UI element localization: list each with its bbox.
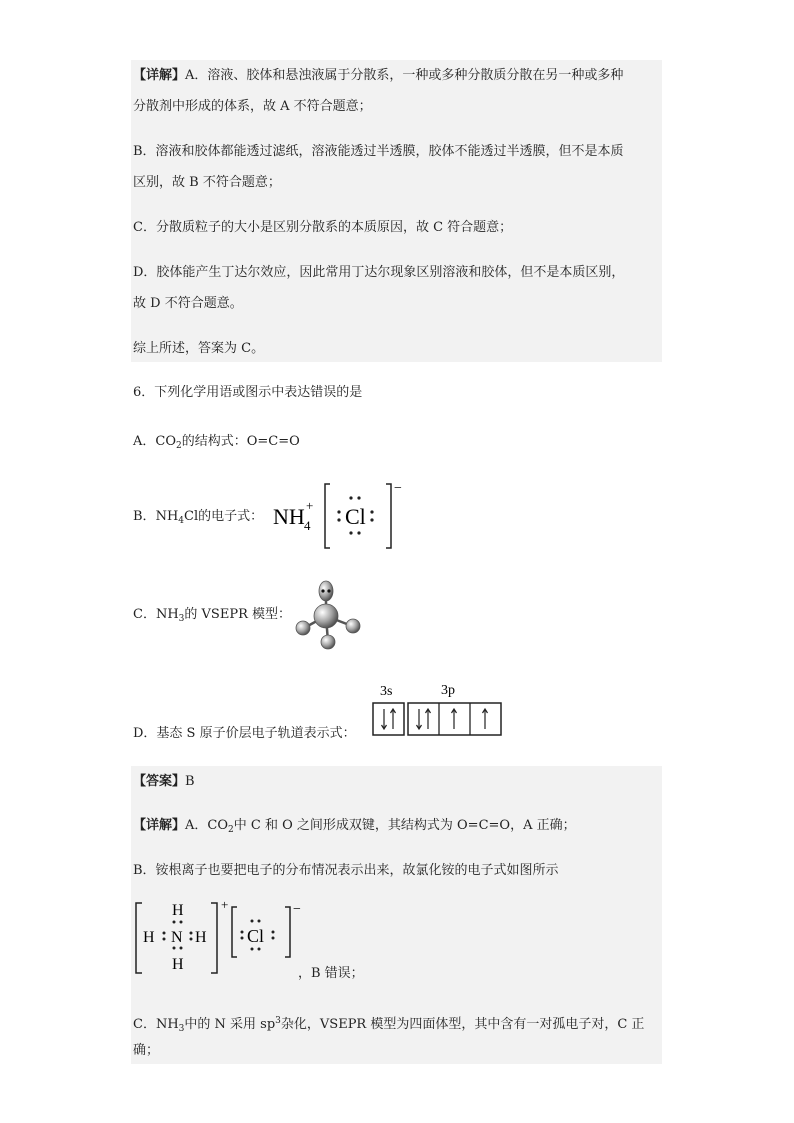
h-top: H — [172, 902, 184, 919]
h-left: H — [143, 929, 155, 946]
detail2-c-line — [133, 1013, 644, 1037]
option-c-formula-sub: 3 — [178, 614, 185, 624]
nh4-symbol: NH — [273, 504, 305, 529]
detail2-b-tail: ，B 错误； — [298, 966, 364, 981]
detail1-summary: 综上所述，答案为 C。 — [133, 341, 265, 356]
detail2-c-sup: 3 — [275, 1016, 281, 1026]
nh3-vsepr-model-image — [290, 580, 366, 650]
detail2-b-line: B．铵根离子也要把电子的分布情况表示出来，故氯化铵的电子式如图所示 — [133, 863, 559, 878]
cl-ion: Cl — [247, 926, 265, 946]
detail2-c-sub: 3 — [178, 1024, 185, 1034]
left-bracket — [325, 484, 330, 548]
cl-symbol: Cl — [345, 504, 366, 529]
ammonium-plus: + — [221, 897, 229, 912]
right-bracket — [386, 484, 391, 548]
detail1-d-line2: 故 D 不符合题意。 — [133, 296, 243, 311]
electron-arrows — [382, 709, 488, 729]
option-a-prefix: A． — [133, 434, 156, 449]
h-bottom: H — [172, 956, 184, 973]
detail2-a-line — [133, 818, 576, 838]
option-b-formula-tail: Cl — [184, 509, 199, 524]
chloride-minus: − — [293, 902, 301, 917]
option-a — [133, 434, 300, 454]
option-c — [133, 607, 291, 627]
detail1-d-line1: D．胶体能产生丁达尔效应，因此常用丁达尔现象区别溶液和胶体，但不是本质区别， — [133, 265, 625, 280]
option-c-prefix: C． — [133, 607, 156, 622]
detail2-c-line2: 确； — [133, 1043, 160, 1058]
detail2-c-post: 杂化，VSEPR 模型为四面体型，其中含有一对孤电子对，C 正 — [280, 1017, 645, 1032]
n-center: N — [171, 929, 183, 946]
answer — [133, 774, 195, 790]
detail1-c-line: C．分散质粒子的大小是区别分散系的本质原因，故 C 符合题意； — [133, 220, 513, 235]
option-a-text: 的结构式：O=C=O — [181, 434, 300, 449]
answer-label: 【答案】 — [133, 774, 186, 789]
detail2-c-pre: C．NH — [133, 1017, 179, 1032]
option-b-electron-formula — [270, 478, 410, 554]
ammonium-chloride-electron-formula — [133, 895, 308, 979]
answer-value: B — [185, 774, 195, 789]
detail2-a-pre: A．CO — [185, 818, 229, 833]
orbital-label-3p: 3p — [441, 683, 455, 698]
option-a-formula: CO — [155, 434, 176, 449]
detail1-b-line2: 区别，故 B 不符合题意； — [133, 175, 281, 190]
nh4-subscript: 4 — [304, 518, 311, 533]
sulfur-orbital-diagram — [368, 680, 504, 740]
option-c-formula: NH — [155, 607, 179, 622]
option-b-formula: NH — [155, 509, 179, 524]
minus-charge: − — [394, 481, 402, 496]
lone-pair-lobe — [319, 581, 333, 601]
orbital-box-3s — [373, 703, 404, 735]
question-stem: 6．下列化学用语或图示中表达错误的是 — [133, 385, 363, 400]
central-n-atom — [314, 604, 338, 628]
option-c-text: 的 VSEPR 模型： — [184, 607, 291, 622]
h-atom — [346, 619, 360, 633]
nh4-superscript: + — [306, 498, 314, 513]
option-b-formula-sub: 4 — [178, 516, 185, 526]
h-right: H — [195, 929, 207, 946]
option-b-text: 的电子式： — [198, 509, 264, 524]
option-a-formula-sub: 2 — [176, 441, 182, 451]
detail1-a-line2: 分散剂中形成的体系，故 A 不符合题意； — [133, 99, 372, 114]
detail1-a-line1 — [133, 68, 623, 84]
detail2-a-post: 中 C 和 O 之间形成双键，其结构式为 O=C=O，A 正确； — [233, 818, 576, 833]
orbital-label-3s: 3s — [380, 684, 393, 699]
detail2-a-sub: 2 — [228, 825, 234, 835]
h-atom — [296, 621, 310, 635]
option-b-prefix: B． — [133, 509, 156, 524]
option-b — [133, 509, 263, 529]
detail1-a-text: A．溶液、胶体和悬浊液属于分散系，一种或多种分散质分散在另一种或多种 — [185, 68, 624, 83]
detail-label: 【详解】 — [133, 818, 186, 833]
detail1-b-line1: B．溶液和胶体都能透过滤纸，溶液能透过半透膜，胶体不能透过半透膜，但不是本质 — [133, 144, 624, 159]
h-atom — [321, 635, 335, 649]
detail2-c-mid: 中的 N 采用 sp — [184, 1017, 276, 1032]
option-d: D．基态 S 原子价层电子轨道表示式： — [133, 726, 356, 741]
detail-label: 【详解】 — [133, 68, 186, 83]
